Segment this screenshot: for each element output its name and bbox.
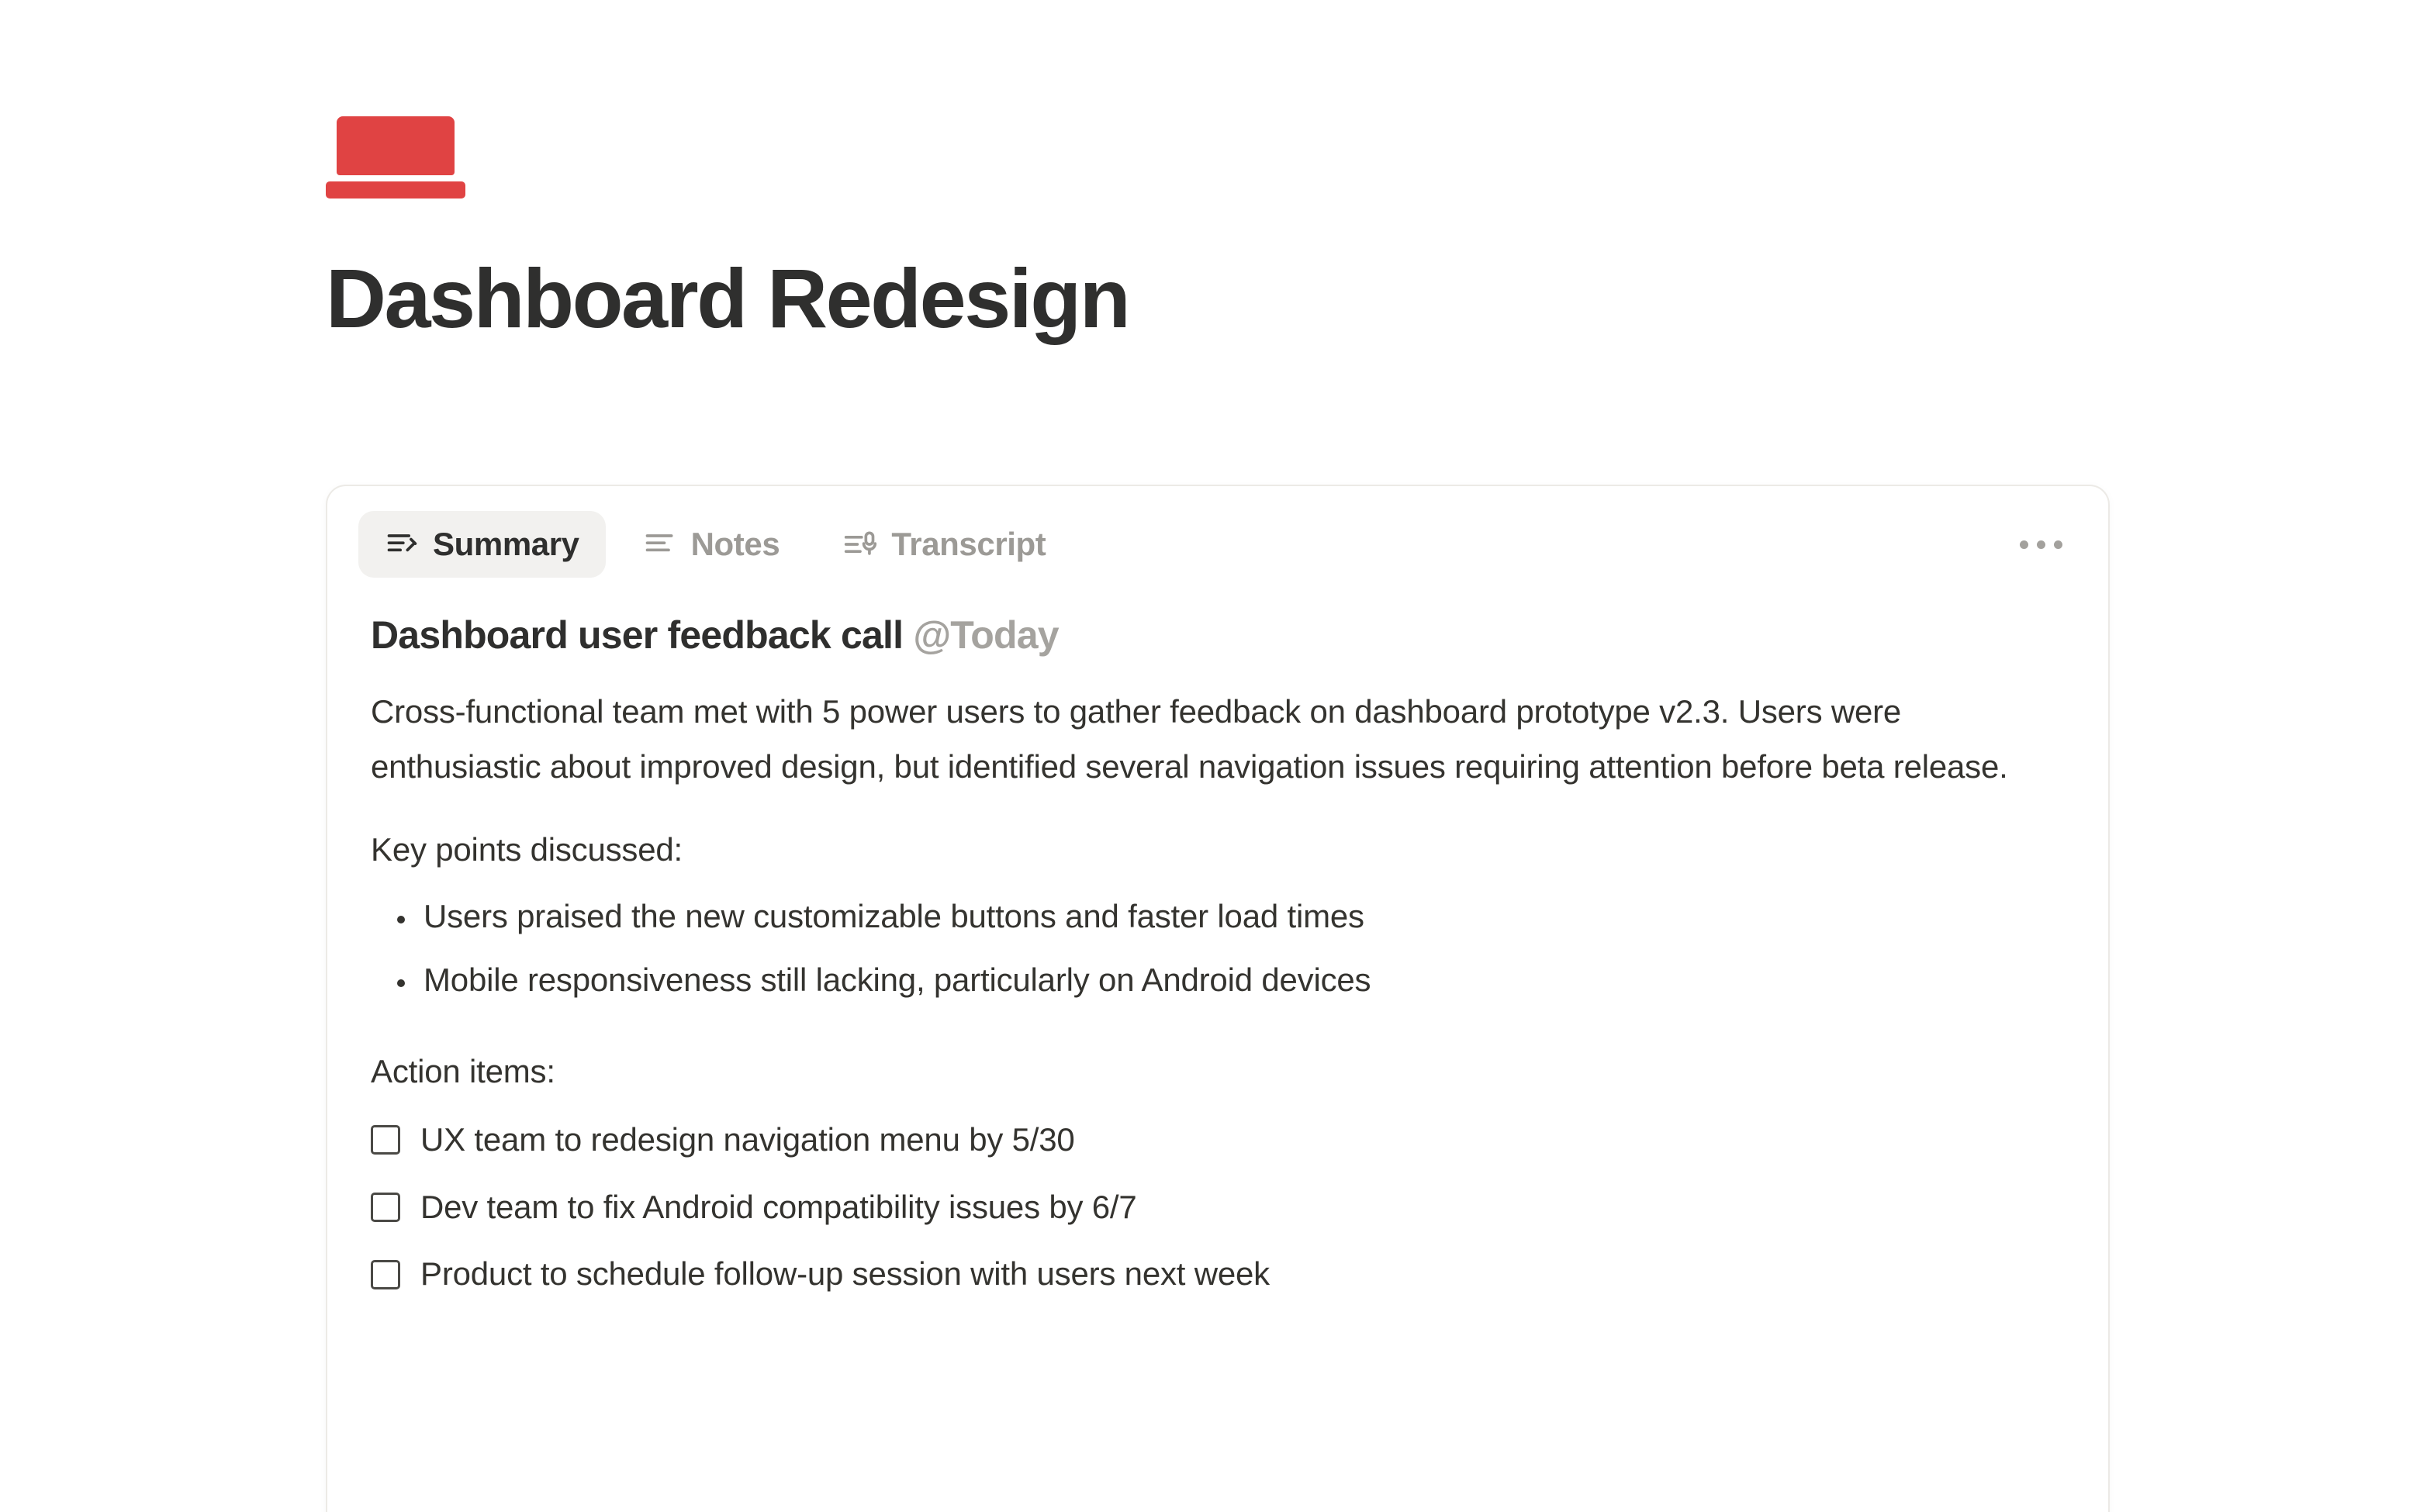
action-items-label: Action items: bbox=[371, 1052, 555, 1089]
list-item bbox=[371, 1106, 2074, 1174]
more-dot bbox=[2020, 540, 2028, 549]
more-options-icon[interactable] bbox=[2014, 525, 2068, 564]
tabbar bbox=[327, 486, 2108, 602]
list-item bbox=[371, 1174, 2074, 1241]
action-item-label: Dev team to fix Android compatibility issues by 6/7 bbox=[420, 1188, 1137, 1225]
tab-transcript[interactable] bbox=[817, 511, 1072, 578]
action-item-checkbox[interactable] bbox=[371, 1260, 400, 1289]
summary-heading bbox=[371, 612, 2074, 658]
action-items-list bbox=[361, 1106, 2074, 1308]
transcript-mic-icon bbox=[843, 527, 877, 561]
page-title: Dashboard Redesign bbox=[326, 251, 1129, 345]
key-points-list bbox=[361, 885, 2074, 1013]
tabs-group bbox=[358, 511, 1072, 578]
laptop-icon-lid bbox=[337, 116, 455, 175]
summary-panel bbox=[327, 612, 2108, 1355]
action-item-checkbox[interactable] bbox=[371, 1125, 400, 1155]
list-item: Users praised the new customizable buttons and faster load times bbox=[383, 885, 2074, 948]
note-card bbox=[326, 485, 2110, 1512]
date-mention[interactable]: @Today bbox=[913, 613, 1059, 657]
action-item-label: UX team to redesign navigation menu by 5/30 bbox=[420, 1120, 1075, 1158]
summary-paragraph: Cross-functional team met with 5 power users to gather feedback on dashboard prototype v2.3. Users were enthusiastic about improved design, but identified several navigation issues requiring attention before beta release. bbox=[371, 693, 2008, 785]
tab-summary-label: Summary bbox=[433, 526, 579, 562]
tab-notes[interactable] bbox=[617, 511, 807, 578]
laptop-icon bbox=[326, 116, 465, 202]
summary-heading-text: Dashboard user feedback call bbox=[371, 613, 904, 657]
tab-transcript-label: Transcript bbox=[891, 526, 1046, 562]
more-dot bbox=[2054, 540, 2062, 549]
summary-lines-icon bbox=[385, 527, 419, 561]
action-item-label: Product to schedule follow-up session with users next week bbox=[420, 1255, 1270, 1293]
more-dot bbox=[2037, 540, 2045, 549]
tab-summary[interactable] bbox=[358, 511, 606, 578]
document-header bbox=[326, 116, 2187, 345]
action-item-checkbox[interactable] bbox=[371, 1193, 400, 1222]
list-item: Mobile responsiveness still lacking, particularly on Android devices bbox=[383, 948, 2074, 1012]
laptop-icon-base bbox=[326, 181, 465, 198]
list-item bbox=[371, 1241, 2074, 1308]
key-points-label: Key points discussed: bbox=[371, 831, 683, 868]
notes-lines-icon bbox=[643, 527, 677, 561]
tab-notes-label: Notes bbox=[690, 526, 780, 562]
